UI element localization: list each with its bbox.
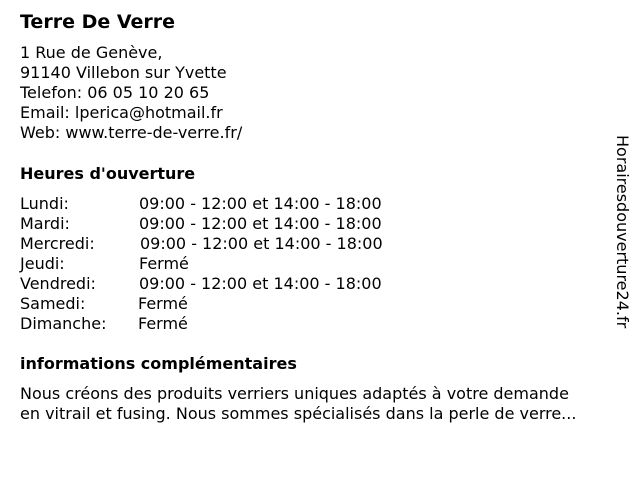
hours-row xyxy=(20,294,440,314)
hours-time: 09:00 - 12:00 et 14:00 - 18:00 xyxy=(139,214,382,233)
website-address: Web: www.terre-de-verre.fr/ xyxy=(20,123,243,142)
hours-row xyxy=(20,254,440,274)
email-address: Email: lperica@hotmail.fr xyxy=(20,103,223,122)
site-watermark: Horairesdouverture24.fr xyxy=(613,135,632,329)
hours-row xyxy=(20,234,440,254)
hours-day: Jeudi: xyxy=(20,254,65,273)
hours-row xyxy=(20,214,440,234)
hours-day: Mercredi: xyxy=(20,234,95,253)
hours-row xyxy=(20,314,440,334)
hours-time: 09:00 - 12:00 et 14:00 - 18:00 xyxy=(139,274,382,293)
address-street: 1 Rue de Genève, xyxy=(20,43,163,62)
additional-info-heading: informations complémentaires xyxy=(20,354,297,373)
hours-time: Fermé xyxy=(138,294,188,313)
hours-day: Samedi: xyxy=(20,294,86,313)
additional-info-text-line: Nous créons des produits verriers uniques adaptés à votre demande xyxy=(20,384,569,403)
hours-day: Vendredi: xyxy=(20,274,96,293)
hours-time: Fermé xyxy=(138,314,188,333)
hours-day: Lundi: xyxy=(20,194,69,213)
hours-time: 09:00 - 12:00 et 14:00 - 18:00 xyxy=(140,234,383,253)
hours-day: Dimanche: xyxy=(20,314,107,333)
hours-row xyxy=(20,194,440,214)
address-city: 91140 Villebon sur Yvette xyxy=(20,63,227,82)
business-name: Terre De Verre xyxy=(20,11,176,33)
hours-time: Fermé xyxy=(139,254,189,273)
hours-day: Mardi: xyxy=(20,214,70,233)
phone-number: Telefon: 06 05 10 20 65 xyxy=(20,83,210,102)
opening-hours-heading: Heures d'ouverture xyxy=(20,164,196,183)
additional-info-text-line: en vitrail et fusing. Nous sommes spécialisés dans la perle de verre... xyxy=(20,404,577,423)
hours-time: 09:00 - 12:00 et 14:00 - 18:00 xyxy=(139,194,382,213)
hours-row xyxy=(20,274,440,294)
